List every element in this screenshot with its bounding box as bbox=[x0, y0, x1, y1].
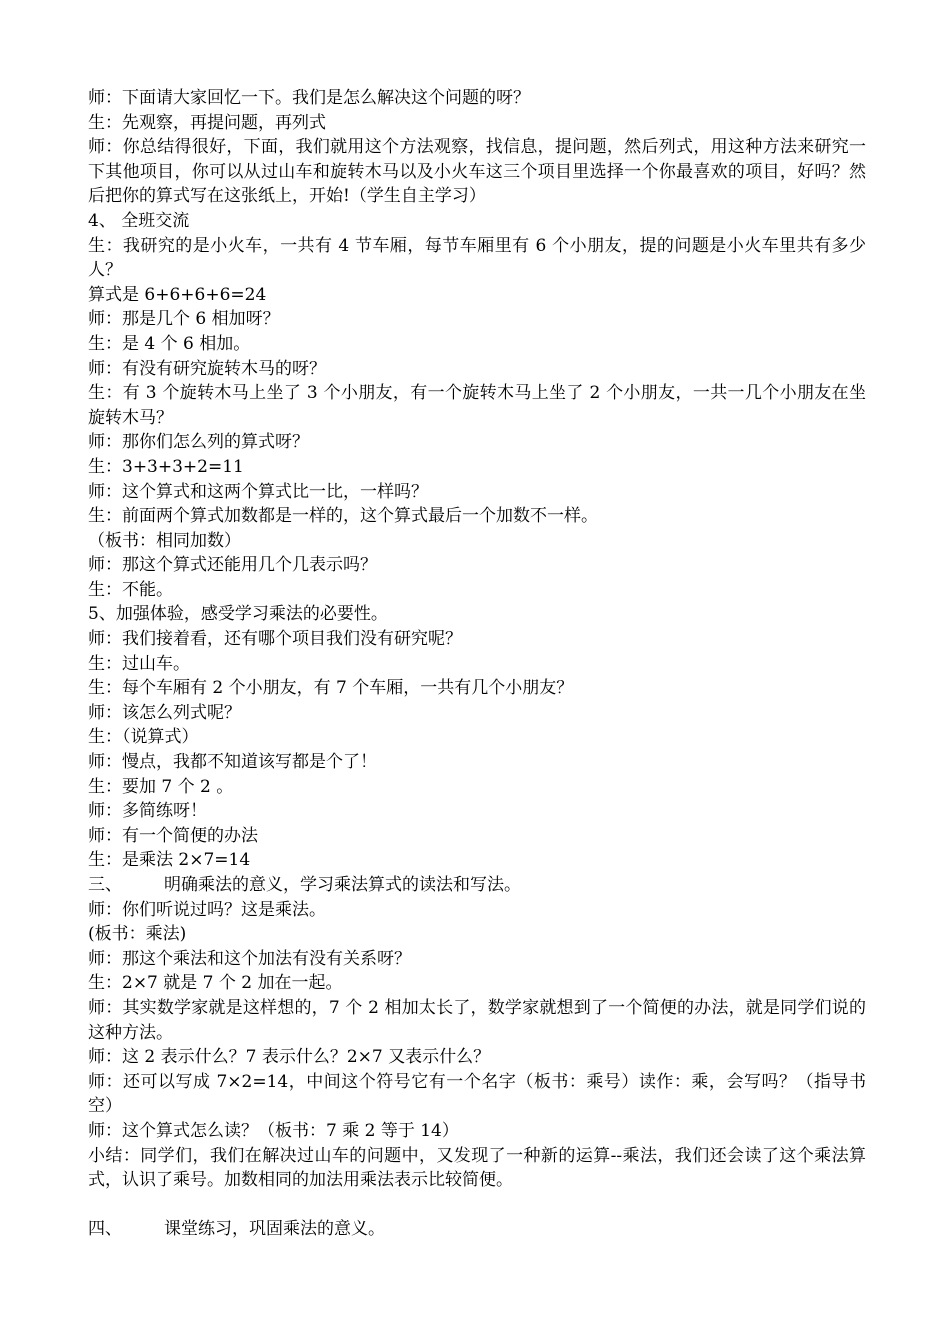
text-line: 4、 全班交流 bbox=[88, 210, 190, 231]
text-line: 算式是 6+6+6+6=24 bbox=[88, 284, 267, 305]
text-line: 师：下面请大家回忆一下。我们是怎么解决这个问题的呀？ bbox=[88, 88, 530, 108]
text-line: 生：过山车。 bbox=[88, 653, 190, 674]
text-line: 师：慢点，我都不知道该写都是个了！ bbox=[88, 752, 377, 773]
text-line: 师：我们接着看，还有哪个项目我们没有研究呢？ bbox=[88, 629, 462, 650]
text-line: 生：有 3 个旋转木马上坐了 3 个小朋友，有一个旋转木马上坐了 2 个小朋友，一共一几个小朋友在坐旋转木马？ bbox=[88, 383, 866, 428]
text-line: 师：还可以写成 7×2=14，中间这个符号它有一个名字（板书：乘号）读作：乘，会写吗？（指导书空） bbox=[88, 1071, 866, 1117]
text-line: (板书：乘法) bbox=[88, 924, 187, 945]
text-line: 师：你们听说过吗？这是乘法。 bbox=[88, 899, 326, 920]
text-line: 师：那是几个 6 相加呀？ bbox=[88, 309, 280, 330]
text-line: 生：不能。 bbox=[88, 579, 173, 600]
text-line: 生：先观察，再提问题，再列式 bbox=[88, 112, 326, 133]
text-line: 小结：同学们，我们在解决过山车的问题中，又发现了一种新的运算--乘法，我们还会读了这个乘法算式，认识了乘号。加数相同的加法用乘法表示比较简便。 bbox=[88, 1145, 866, 1191]
text-line: 生：要加 7 个 2 。 bbox=[88, 776, 234, 797]
dialogue-block-2 bbox=[88, 898, 866, 1193]
section-heading-4 bbox=[88, 1217, 866, 1242]
text-line: 师：多简练呀！ bbox=[88, 801, 207, 822]
text-line: 师：该怎么列式呢？ bbox=[88, 702, 241, 723]
text-line: 生：前面两个算式加数都是一样的，这个算式最后一个加数不一样。 bbox=[88, 506, 598, 527]
text-line: 师：这 2 表示什么？7 表示什么？2×7 又表示什么？ bbox=[88, 1047, 491, 1068]
text-line: 生：2×7 就是 7 个 2 加在一起。 bbox=[88, 973, 343, 994]
text-line: 生：3+3+3+2=11 bbox=[88, 456, 244, 477]
text-line: 师：你总结得很好，下面，我们就用这个方法观察，找信息，提问题，然后列式，用这种方法来研究一下其他项目，你可以从过山车和旋转木马以及小火车这三个项目里选择一个你最喜欢的项目，好吗？然后把你的算式写在这张纸上，开始!（学生自主学习） bbox=[88, 137, 866, 207]
section-heading-3 bbox=[88, 873, 866, 898]
section-title: 课堂练习，巩固乘法的意义。 bbox=[164, 1219, 385, 1240]
text-line: （板书：相同加数） bbox=[88, 530, 241, 551]
text-line: 师：这个算式和这两个算式比一比，一样吗？ bbox=[88, 481, 428, 502]
text-line: 5、加强体验，感受学习乘法的必要性。 bbox=[88, 604, 388, 625]
text-line: 师：这个算式怎么读？（板书：7 乘 2 等于 14） bbox=[88, 1120, 459, 1141]
document-page bbox=[88, 86, 866, 1242]
text-line: 生：我研究的是小火车，一共有 4 节车厢，每节车厢里有 6 个小朋友，提的问题是小火车里共有多少人？ bbox=[88, 235, 866, 281]
text-line: 师：那这个算式还能用几个几表示吗？ bbox=[88, 555, 377, 576]
text-line: 师：有没有研究旋转木马的呀？ bbox=[88, 358, 326, 379]
text-line: 生：（说算式） bbox=[88, 727, 199, 748]
text-line: 师：那这个乘法和这个加法有没有关系呀？ bbox=[88, 948, 411, 969]
blank-line bbox=[88, 1193, 866, 1218]
section-number: 四、 bbox=[88, 1219, 122, 1240]
text-line: 师：其实数学家就是这样想的，7 个 2 相加太长了，数学家就想到了一个简便的办法，就是同学们说的这种方法。 bbox=[88, 997, 866, 1043]
text-line: 生：是乘法 2×7=14 bbox=[88, 850, 251, 871]
text-line: 生：每个车厢有 2 个小朋友，有 7 个车厢，一共有几个小朋友？ bbox=[88, 678, 574, 699]
dialogue-block-1 bbox=[88, 86, 866, 873]
section-number: 三、 bbox=[88, 875, 122, 895]
section-title: 明确乘法的意义，学习乘法算式的读法和写法。 bbox=[164, 875, 521, 895]
text-line: 师：有一个简便的办法 bbox=[88, 825, 258, 846]
text-line: 生：是 4 个 6 相加。 bbox=[88, 333, 251, 354]
text-line: 师：那你们怎么列的算式呀？ bbox=[88, 432, 309, 453]
